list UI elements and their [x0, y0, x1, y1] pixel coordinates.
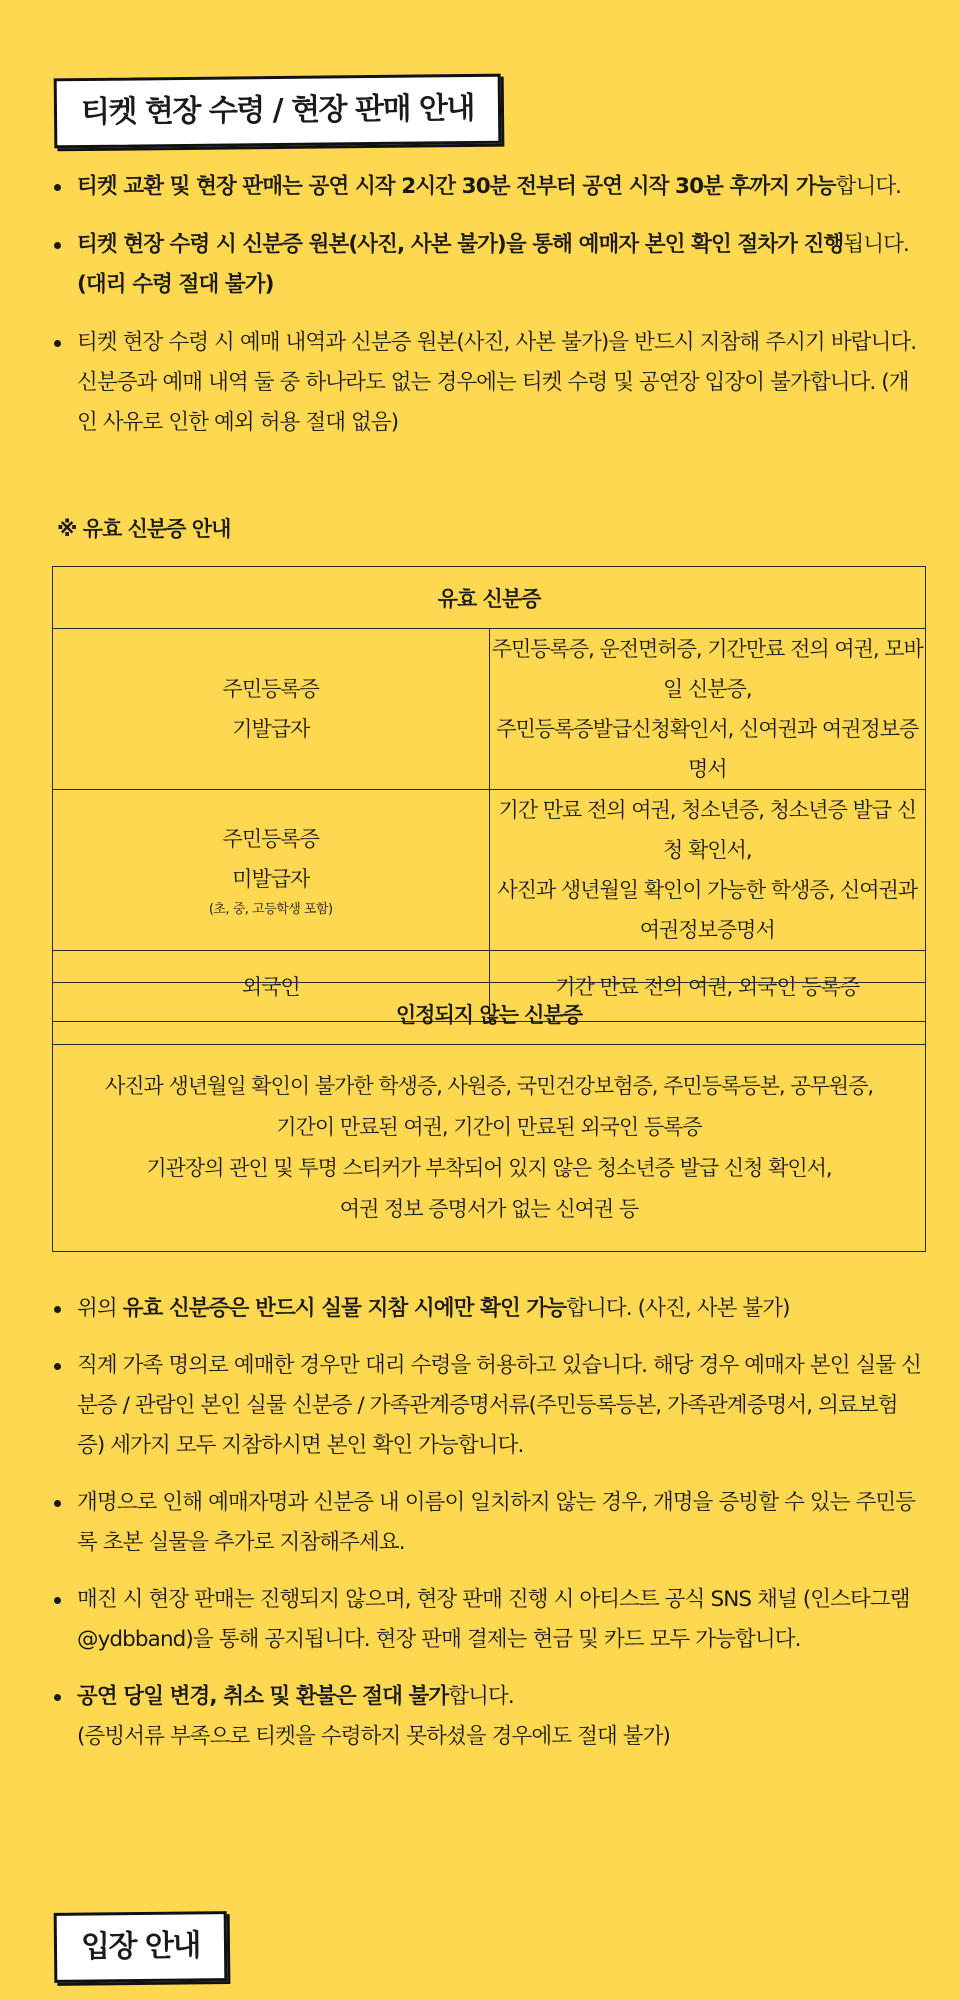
label-line: 주민등록증 — [222, 677, 319, 701]
bold-text: (대리 수령 절대 불가) — [77, 272, 274, 297]
table-row — [53, 1045, 926, 1252]
plain-text: 티켓 현장 수령 시 예매 내역과 신분증 원본(사진, 사본 불가)을 반드시 지참해 주시기 바랍니다. 신분증과 예매 내역 둘 중 하나라도 없는 경우에는 티켓 수령 및 공연장 입장이 불가합니다. (개인 사유로 인한 예외 허용 절대 없음) — [77, 330, 917, 435]
plain-text: 직계 가족 명의로 예매한 경우만 대리 수령을 허용하고 있습니다. 해당 경우 예매자 본인 실물 신분증 / 관람인 본인 실물 신분증 / 가족관계증명서류(주민등록등본, 가족관계증명서, 의료보험증) 세가지 모두 지참하시면 본인 확인 가능합니다. — [77, 1353, 922, 1458]
value-line: 기간이 만료된 여권, 기간이 만료된 외국인 등록증 — [276, 1115, 702, 1139]
section-title-entry-guide: 입장 안내 — [54, 1911, 228, 1983]
list-item — [52, 1483, 922, 1563]
table-header: 인정되지 않는 신분증 — [53, 983, 926, 1045]
bold-text: 유효 신분증은 반드시 실물 지참 시에만 확인 가능 — [122, 1296, 567, 1321]
list-item — [52, 167, 922, 207]
pickup-rules-list — [52, 167, 922, 443]
invalid-id-table — [52, 982, 926, 1252]
plain-text: 위의 — [77, 1296, 123, 1321]
label-line: 미발급자 — [232, 867, 310, 891]
value-line: 여권 정보 증명서가 없는 신여권 등 — [339, 1197, 639, 1221]
row-label: 외국인 — [53, 951, 490, 1022]
row-value — [489, 629, 926, 790]
list-item — [52, 1580, 922, 1660]
value-line: 주민등록증, 운전면허증, 기간만료 전의 여권, 모바일 신분증, — [491, 637, 923, 701]
plain-text: 개명으로 인해 예매자명과 신분증 내 이름이 일치하지 않는 경우, 개명을 증빙할 수 있는 주민등록 초본 실물을 추가로 지참해주세요. — [77, 1490, 916, 1555]
value-line: 사진과 생년월일 확인이 불가한 학생증, 사원증, 국민건강보험증, 주민등록등본, 공무원증, — [104, 1074, 874, 1098]
list-item — [52, 225, 922, 305]
valid-id-table — [52, 566, 926, 1022]
value-line: 기간 만료 전의 여권, 청소년증, 청소년증 발급 신청 확인서, — [498, 798, 916, 862]
plain-text: 합니다. (사진, 사본 불가) — [566, 1296, 790, 1321]
bold-text: 티켓 현장 수령 시 신분증 원본(사진, 사본 불가)을 통해 예매자 본인 확인 절차가 진행 — [77, 232, 844, 257]
value-line: 기관장의 관인 및 투명 스티커가 부착되어 있지 않은 청소년증 발급 신청 확인서, — [146, 1156, 832, 1180]
row-label — [53, 629, 490, 790]
row-value: 기간 만료 전의 여권, 외국인 등록증 — [489, 951, 926, 1022]
bold-text: 티켓 교환 및 현장 판매는 공연 시작 2시간 30분 전부터 공연 시작 30분 후까지 가능 — [77, 174, 836, 199]
label-line: 주민등록증 — [222, 827, 319, 851]
table-header: 유효 신분증 — [53, 567, 926, 629]
row-value — [53, 1045, 926, 1252]
value-line: 주민등록증발급신청확인서, 신여권과 여권정보증명서 — [496, 717, 919, 781]
row-label — [53, 790, 490, 951]
plain-text: (증빙서류 부족으로 티켓을 수령하지 못하셨을 경우에도 절대 불가) — [77, 1724, 670, 1749]
bold-text: 공연 당일 변경, 취소 및 환불은 절대 불가 — [77, 1684, 449, 1709]
additional-rules-list — [52, 1289, 922, 1774]
label-line: 기발급자 — [232, 717, 310, 741]
list-item — [52, 1677, 922, 1757]
plain-text: 매진 시 현장 판매는 진행되지 않으며, 현장 판매 진행 시 아티스트 공식 SNS 채널 (인스타그램 @ydbband)을 통해 공지됩니다. 현장 판매 결제는 현금 및 카드 모두 가능합니다. — [77, 1587, 910, 1652]
row-value — [489, 790, 926, 951]
table-row — [53, 790, 926, 951]
table-row — [53, 629, 926, 790]
valid-id-note: ※ 유효 신분증 안내 — [57, 517, 231, 541]
list-item — [52, 323, 922, 443]
section-title-ticket-pickup: 티켓 현장 수령 / 현장 판매 안내 — [54, 74, 502, 149]
plain-text: 됩니다. — [843, 232, 909, 257]
label-subnote: (초, 중, 고등학생 포함) — [208, 902, 333, 917]
value-line: 사진과 생년월일 확인이 가능한 학생증, 신여권과 여권정보증명서 — [497, 878, 918, 942]
list-item — [52, 1346, 922, 1466]
plain-text: 합니다. — [835, 174, 902, 199]
list-item — [52, 1289, 922, 1329]
plain-text: 합니다. — [448, 1684, 514, 1709]
